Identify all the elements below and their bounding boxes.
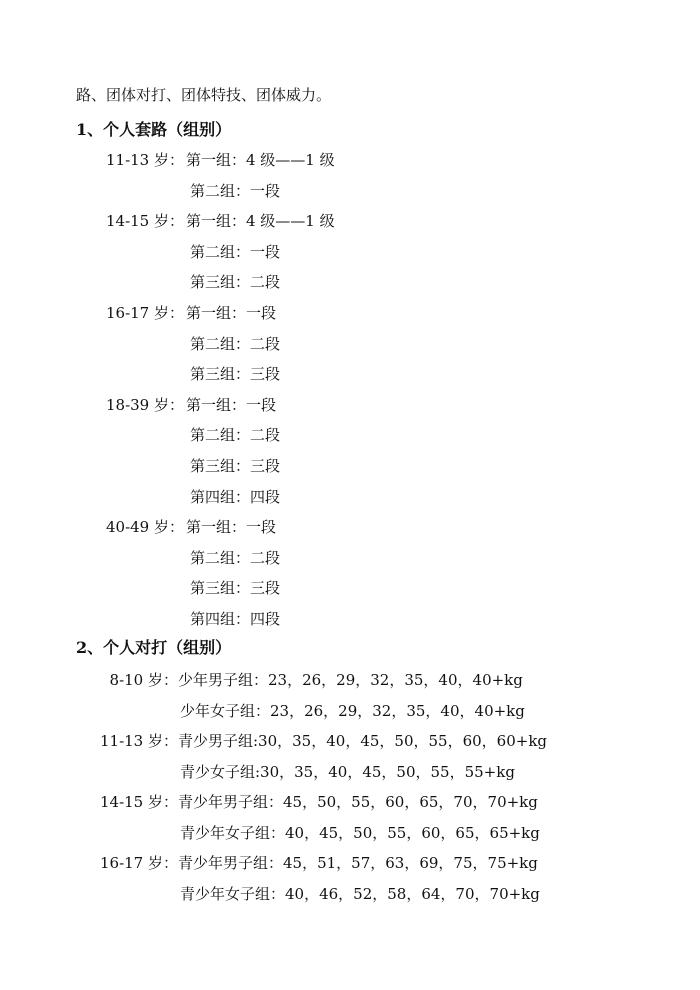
group-entry: 青少年女子组：40，46，52，58，64，70，70+kg xyxy=(180,884,540,903)
group-entry: 第二组：一段 xyxy=(190,242,281,261)
group-entry: 第四组：四段 xyxy=(190,610,281,628)
group-entry: 第二组：二段 xyxy=(190,426,281,445)
group-entry: 青少男子组:30，35，40，45，50，55，60，60+kg xyxy=(178,732,548,750)
group-entry: 青少年女子组：40，45，50，55，60，65，65+kg xyxy=(180,823,540,842)
age-label: 40-49 岁： xyxy=(105,518,184,537)
group-entry: 第四组：四段 xyxy=(190,487,281,506)
section-1-heading: 1、个人套路（组别） xyxy=(76,120,232,139)
group-entry: 第二组：二段 xyxy=(190,334,281,353)
group-entry: 第三组：二段 xyxy=(190,273,281,292)
group-entry: 第三组：三段 xyxy=(190,457,281,475)
group-entry: 青少年男子组：45，50，55，60，65，70，70+kg xyxy=(178,793,538,811)
age-label: 11-13 岁： xyxy=(105,151,184,169)
age-label: 11-13 岁： xyxy=(99,732,178,750)
group-entry: 第三组：三段 xyxy=(190,579,281,598)
group-entry: 第一组：一段 xyxy=(186,518,277,537)
group-entry: 第一组：一段 xyxy=(186,304,277,322)
section-2-heading: 2、个人对打（组别） xyxy=(76,638,232,657)
age-label: 8-10 岁： xyxy=(109,671,178,689)
age-label: 14-15 岁： xyxy=(105,212,184,231)
group-entry: 第三组：三段 xyxy=(190,365,281,384)
group-entry: 第一组：一段 xyxy=(186,395,277,414)
group-entry: 第一组：4 级——1 级 xyxy=(186,151,335,169)
group-entry: 青少女子组:30，35，40，45，50，55，55+kg xyxy=(180,762,515,781)
age-label: 14-15 岁： xyxy=(99,793,178,811)
age-label: 16-17 岁： xyxy=(99,854,178,872)
age-label: 16-17 岁： xyxy=(105,304,184,322)
group-entry: 第二组：一段 xyxy=(190,181,281,200)
group-entry: 少年男子组：23，26，29，32，35，40，40+kg xyxy=(178,671,523,689)
group-entry: 第一组：4 级——1 级 xyxy=(186,212,335,231)
group-entry: 青少年男子组：45，51，57，63，69，75，75+kg xyxy=(178,854,538,872)
age-label: 18-39 岁： xyxy=(105,395,184,414)
group-entry: 第二组：二段 xyxy=(190,548,281,567)
intro-line: 路、团体对打、团体特技、团体威力。 xyxy=(76,86,332,104)
group-entry: 少年女子组：23，26，29，32，35，40，40+kg xyxy=(180,701,525,720)
